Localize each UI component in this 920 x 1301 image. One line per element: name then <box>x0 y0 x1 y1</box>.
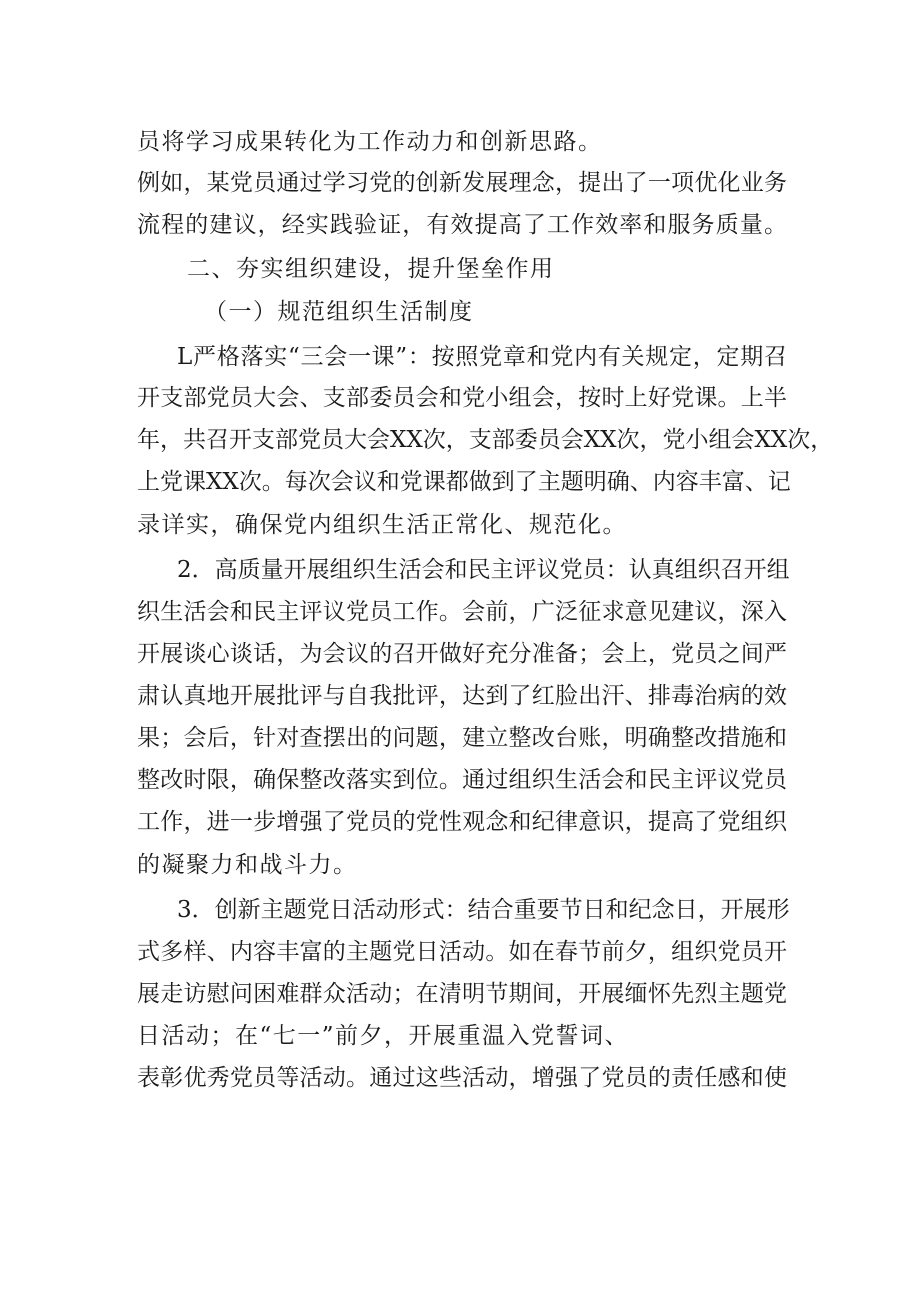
paragraph-line: 日活动；在“七一”前夕，开展重温入党誓词、 <box>137 1023 630 1049</box>
paragraph-line: 上党课XX次。每次会议和党课都做到了主题明确、内容丰富、记 <box>137 469 791 495</box>
paragraph-line: 肃认真地开展批评与自我批评，达到了红脸出汗、排毒治病的效 <box>137 683 787 709</box>
paragraph-line: 果；会后，针对查摆出的问题，建立整改台账，明确整改措施和 <box>137 725 787 751</box>
section-heading: 二、夯实组织建设，提升堡垒作用 <box>187 256 555 282</box>
paragraph-line: 的凝聚力和战斗力。 <box>137 852 358 878</box>
paragraph-line: 织生活会和民主评议党员工作。会前，广泛征求意见建议，深入 <box>137 599 787 625</box>
paragraph-line: 开展谈心谈话，为会议的召开做好充分准备；会上，党员之间严 <box>137 641 787 667</box>
paragraph-line: 工作，进一步增强了党员的党性观念和纪律意识，提高了党组织 <box>137 809 787 835</box>
paragraph-line: 开支部党员大会、支部委员会和党小组会，按时上好党课。上半 <box>137 385 787 411</box>
paragraph-line: 录详实，确保党内组织生活正常化、规范化。 <box>137 512 627 538</box>
paragraph-line: 例如，某党员通过学习党的创新发展理念，提出了一项优化业务 <box>137 170 787 196</box>
paragraph-line: 流程的建议，经实践验证，有效提高了工作效率和服务质量。 <box>137 212 787 238</box>
paragraph-line: 2．高质量开展组织生活会和民主评议党员：认真组织召开组 <box>177 557 790 583</box>
paragraph-line: 整改时限，确保整改落实到位。通过组织生活会和民主评议党员 <box>137 767 787 793</box>
paragraph-line: 展走访慰问困难群众活动；在清明节期间，开展缅怀先烈主题党 <box>137 981 787 1007</box>
paragraph-line: 员将学习成果转化为工作动力和创新思路。 <box>137 129 603 155</box>
paragraph-line: 表彰优秀党员等活动。通过这些活动，增强了党员的责任感和使 <box>137 1065 787 1091</box>
paragraph-line: 3．创新主题党日活动形式：结合重要节日和纪念日，开展形 <box>177 897 790 923</box>
paragraph-line: 年，共召开支部党员大会XX次，支部委员会XX次，党小组会XX次， <box>137 427 834 453</box>
paragraph-line: L严格落实“三会一课”：按照党章和党内有关规定，定期召 <box>177 344 787 370</box>
subsection-heading: （一）规范组织生活制度 <box>204 299 474 325</box>
paragraph-line: 式多样、内容丰富的主题党日活动。如在春节前夕，组织党员开 <box>137 939 787 965</box>
